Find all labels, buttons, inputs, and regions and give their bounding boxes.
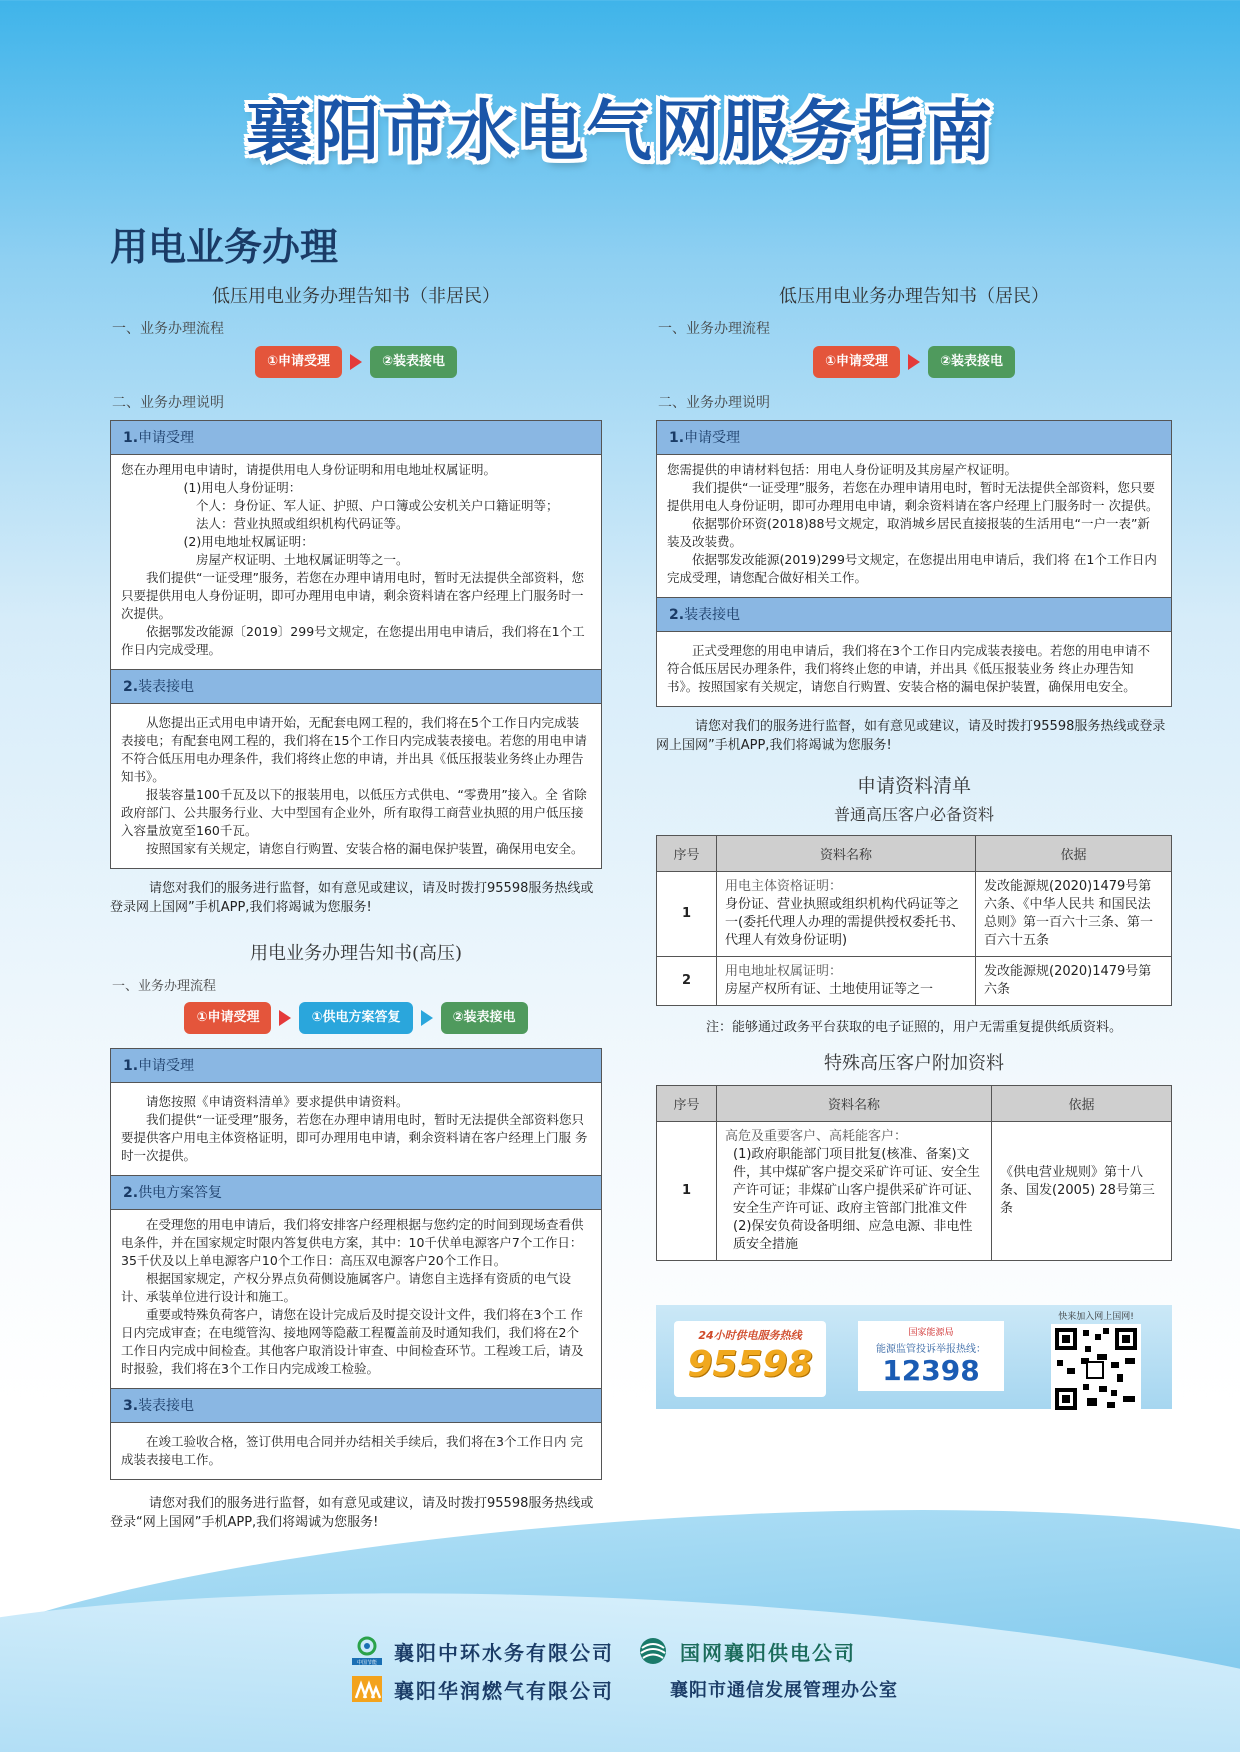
install-box: 2.装表接电 从您提出正式用电申请开始，无配套电网工程的，我们将在5个工作日内完成装表接电；有配套电网工程的，我们将在15个工作日内完成装表接电。若您的用电申请不符合低压用电办理条件，我们将终止您的申请，并出具《低压报装业务终止办理告知书》。 报装容量100千瓦及以下的报装用电，以低压方式供电、“零费用”接入。全 省除政府部门、公共服务行业、大中型国有企业外，所有取得工商营业执照的用户低压接入容量放宽至160千瓦。 按照国家有关规定，请您自行购置、安装合格的漏电保护装置，确保用电安全。 [110, 670, 602, 869]
qr-block [1046, 1309, 1146, 1414]
arrow-right-icon [279, 1010, 291, 1026]
res-install-box: 2.装表接电 正式受理您的用电申请后，我们将在3个工作日内完成装表接电。若您的用电申请不符合低压居民办理条件，我们将终止您的申请，并出具《低压报装业务 终止办理告知书》。按照国家有关规定，请您自行购置、安装合格的漏电保护装置，确保用电安全。 [656, 598, 1172, 707]
hotline-caption: 能源监管投诉举报热线： [876, 1344, 986, 1355]
step-apply: ①申请受理 [184, 1002, 271, 1034]
cecep-logo-icon [350, 1636, 384, 1666]
text-line: 法人：营业执照或组织机构代码证等。 [196, 516, 409, 531]
table-row [657, 1122, 1172, 1261]
doc-category: 用电地址权属证明： [725, 964, 843, 979]
hotline-number: 12398 [882, 1354, 980, 1387]
cr-gas-logo-icon [350, 1674, 384, 1704]
text-line: 按照国家有关规定，请您自行购置、安装合格的漏电保护装置，确保用电安全。 [146, 841, 584, 856]
box-title: 装表接电 [684, 607, 741, 623]
service-note: 请您对我们的服务进行监督，如有意见或建议，请及时拨打95598服务热线或登录网上国网”手机APP,我们将竭诚为您服务! [656, 719, 1166, 753]
hv-plan-box: 2.供电方案答复 在受理您的用电申请后，我们将安排客户经理根据与您约定的时间到现场查看供电条件，并在国家规定时限内答复供电方案，其中：10千伏单电源客户7个工作日：35千伏及以上单电源客户10个工作日：高压双电源客户20个工作日。 根据国家规定，产权分界点负荷侧设施属客户。请您自主选择有资质的电气设计、承装单位进行设计和施工。 重要或特殊负荷客户，请您在设计完成后及时提交设计文件，我们将在3个工 作日内完成审查；在电缆管沟、接地网等隐蔽工程覆盖前及时通知我们，我们将在2个工作日内完成中间检查。其他客户取消设计审查、中间检查环节。工程竣工后，请及时报验，我们将在3个工作日内完成竣工检验。 [110, 1176, 602, 1389]
text-line: (2)用电地址权属证明： [183, 534, 314, 549]
hv-install-box: 3.装表接电 在竣工验收合格，签订供用电合同并办结相关手续后，我们将在3个工作日内 完成装表接电工作。 [110, 1389, 602, 1480]
text-line: 在受理您的用电申请后，我们将安排客户经理根据与您约定的时间到现场查看供电条件，并在国家规定时限内答复供电方案，其中：10千伏单电源客户7个工作日：35千伏及以上单电源客户10个工作日：高压双电源客户20个工作日。 [121, 1217, 584, 1268]
text-line: 您需提供的申请材料包括：用电人身份证明及其房屋产权证明。 [667, 462, 1018, 477]
left-column [110, 282, 602, 1542]
doc-item: (1)政府职能部门项目批复(核准、备案)文件，其中煤矿客户提交采矿许可证、安全生产许可证；非煤矿山客户提供采矿许可证、安全生产许可证、政府主管部门批准文件 [733, 1147, 981, 1216]
table-header-row [657, 836, 1172, 872]
desc-heading: 二、业务办理说明 [658, 395, 770, 411]
text-line: 个人：身份证、军人证、护照、户口簿或公安机关户口籍证明等； [196, 498, 559, 513]
resident-notice-title: 低压用电业务办理告知书（居民） [779, 286, 1049, 307]
page-title: 襄阳市水电气网服务指南 [246, 93, 994, 170]
org-power: 国网襄阳供电公司 [680, 1640, 856, 1665]
list-subtitle: 普通高压客户必备资料 [833, 805, 994, 824]
process-flow [110, 1002, 602, 1034]
doc-category: 高危及重要客户、高耗能客户： [725, 1129, 908, 1144]
special-docs-table [656, 1085, 1172, 1261]
right-column [656, 282, 1172, 1409]
apply-box: 1.申请受理 您在办理用电申请时，请提供用电人身份证明和用电地址权属证明。 (1)用电人身份证明： 个人：身份证、军人证、护照、户口簿或公安机关户口籍证明等； 法人：营业执照或组织机构代码证等。 (2)用电地址权属证明： 房屋产权证明、土地权属证明等之一。 我们提供“一证受理”服务，若您在办理申请用电时，暂时无法提供全部资料，您只要提供用电人身份证明，即可办理用电申请，剩余资料请在客户经理上门服务时一次提供。 依据鄂发改能源〔2019〕299号文规定，在您提出用电申请后，我们将在1个工作日内完成受理。 [110, 420, 602, 670]
service-note: 请您对我们的服务进行监督，如有意见或建议，请及时拨打95598服务热线或登录“网上国网”手机APP,我们将竭诚为您服务! [110, 1496, 594, 1530]
desc-heading: 二、业务办理说明 [112, 395, 224, 411]
text-line: 依据鄂发改能源〔2019〕299号文规定，在您提出用电申请后，我们将在1个工作日内完成受理。 [121, 624, 585, 657]
flow-heading: 一、业务办理流程 [658, 321, 770, 337]
col-header: 资料名称 [717, 1086, 992, 1122]
qr-caption: 快来加入网上国网! [1058, 1312, 1134, 1322]
text-line: 依据鄂价环资(2018)88号文规定，取消城乡居民直接报装的生活用电“一户一表”新装及改装费。 [667, 516, 1150, 549]
service-note: 请您对我们的服务进行监督，如有意见或建议，请及时拨打95598服务热线或登录网上国网”手机APP,我们将竭诚为您服务! [110, 881, 594, 915]
step-plan-reply: ①供电方案答复 [299, 1002, 412, 1034]
text-line: 重要或特殊负荷客户，请您在设计完成后及时提交设计文件，我们将在3个工 作日内完成审查；在电缆管沟、接地网等隐蔽工程覆盖前及时通知我们，我们将在2个工作日内完成中间检查。其他客户取消设计审查、中间检查环节。工程竣工后，请及时报验，我们将在3个工作日内完成竣工检验。 [121, 1307, 584, 1376]
step-apply: ①申请受理 [255, 346, 342, 378]
hotline-org: 国家能源局 [908, 1328, 954, 1338]
step-install: ②装表接电 [441, 1002, 528, 1034]
org-gas: 襄阳华润燃气有限公司 [394, 1678, 614, 1703]
text-line: 请您按照《申请资料清单》要求提供申请资料。 [146, 1094, 409, 1109]
row-number: 2 [657, 957, 717, 1006]
box-title: 装表接电 [138, 1398, 195, 1414]
text-line: 我们提供“一证受理”服务，若您在办理申请用电时，暂时无法提供全部资料，您只要提供用电人身份证明，即可办理用电申请，剩余资料请在客户经理上门服务时一 次提供。 [667, 480, 1159, 513]
non-resident-notice-title: 低压用电业务办理告知书（非居民） [212, 286, 500, 307]
res-apply-box: 1.申请受理 您需提供的申请材料包括：用电人身份证明及其房屋产权证明。 我们提供“一证受理”服务，若您在办理申请用电时，暂时无法提供全部资料，您只要提供用电人身份证明，即可办理用电申请，剩余资料请在客户经理上门服务时一 次提供。 依据鄂价环资(2018)88号文规定，取消城乡居民直接报装的生活用电“一户一表”新装及改装费。 依据鄂发改能源(2019)299号文规定，在您提出用电申请后，我们将 在1个工作日内完成受理，请您配合做好相关工作。 [656, 420, 1172, 598]
qr-code-icon[interactable] [1051, 1324, 1141, 1414]
hotline-banner [656, 1305, 1172, 1409]
org-telecom: 襄阳市通信发展管理办公室 [670, 1680, 898, 1701]
hotline-number: 95598 [687, 1344, 813, 1385]
col-header: 序号 [657, 1086, 717, 1122]
footer-orgs [350, 1632, 970, 1708]
doc-name: 房屋产权所有证、土地使用证等之一 [725, 982, 934, 997]
footnote: 注：能够通过政务平台获取的电子证照的，用户无需重复提供纸质资料。 [705, 1020, 1122, 1035]
state-grid-logo-icon [636, 1636, 670, 1666]
box-title: 申请受理 [684, 430, 741, 446]
text-line: 在竣工验收合格，签订供用电合同并办结相关手续后，我们将在3个工作日内 完成装表接电工作。 [121, 1434, 583, 1467]
high-voltage-notice-title: 用电业务办理告知书(高压) [249, 943, 463, 964]
text-line: 根据国家规定，产权分界点负荷侧设施属客户。请您自主选择有资质的电气设计、承装单位进行设计和施工。 [121, 1271, 572, 1304]
col-header: 序号 [657, 836, 717, 872]
row-number: 1 [657, 1122, 717, 1261]
doc-name: 身份证、营业执照或组织机构代码证等之一(委托代理人办理的需提供授权委托书、代理人有效身份证明) [725, 897, 965, 948]
hotline-12398-card [858, 1321, 1004, 1391]
text-line: 我们提供“一证受理”服务，若您在办理申请用电时，暂时无法提供全部资料，您只要提供用电人身份证明，即可办理用电申请，剩余资料请在客户经理上门服务时一次提供。 [121, 570, 584, 621]
doc-category: 用电主体资格证明： [725, 879, 843, 894]
text-line: 房屋产权证明、土地权属证明等之一。 [196, 552, 409, 567]
doc-item: (2)保安负荷设备明细、应急电源、非电性质安全措施 [733, 1219, 973, 1252]
doc-basis: 发改能源规(2020)1479号第六条、《中华人民共 和国民法总则》第一百六十三条、第一百六十五条 [976, 872, 1172, 957]
box-title: 供电方案答复 [138, 1185, 223, 1201]
flow-heading: 一、业务办理流程 [112, 979, 217, 994]
flow-heading: 一、业务办理流程 [112, 321, 224, 337]
doc-basis: 《供电营业规则》第十八条、国发(2005) 28号第三条 [992, 1122, 1172, 1261]
hv-apply-box: 1.申请受理 请您按照《申请资料清单》要求提供申请资料。 我们提供“一证受理”服务，若您在办理申请用电时，暂时无法提供全部资料您只要提供客户用电主体资格证明，即可办理用电申请，剩余资料请在客户经理上门服 务时一次提供。 [110, 1048, 602, 1176]
required-docs-table [656, 835, 1172, 1006]
text-line: 我们提供“一证受理”服务，若您在办理申请用电时，暂时无法提供全部资料您只要提供客户用电主体资格证明，即可办理用电申请，剩余资料请在客户经理上门服 务时一次提供。 [121, 1112, 588, 1163]
step-install: ②装表接电 [928, 346, 1015, 378]
logo-text: 中国节能 [356, 1660, 378, 1666]
text-line: 报装容量100千瓦及以下的报装用电，以低压方式供电、“零费用”接入。全 省除政府部门、公共服务行业、大中型国有企业外，所有取得工商营业执照的用户低压接入容量放宽至160千瓦。 [121, 787, 587, 838]
process-flow [110, 346, 602, 378]
box-title: 装表接电 [138, 679, 195, 695]
row-number: 1 [657, 872, 717, 957]
box-title: 申请受理 [138, 430, 195, 446]
text-line: 正式受理您的用电申请后，我们将在3个工作日内完成装表接电。若您的用电申请不符合低压居民办理条件，我们将终止您的申请，并出具《低压报装业务 终止办理告知书》。按照国家有关规定，请您自行购置、安装合格的漏电保护装置，确保用电安全。 [667, 643, 1150, 694]
col-header: 依据 [976, 836, 1172, 872]
hotline-95598-card [674, 1321, 826, 1397]
arrow-right-icon [908, 354, 920, 370]
org-water: 襄阳中环水务有限公司 [394, 1640, 614, 1665]
table-header-row [657, 1086, 1172, 1122]
text-line: 从您提出正式用电申请开始，无配套电网工程的，我们将在5个工作日内完成装表接电；有配套电网工程的，我们将在15个工作日内完成装表接电。若您的用电申请不符合低压用电办理条件，我们将终止您的申请，并出具《低压报装业务终止办理告知书》。 [121, 715, 587, 784]
hotline-caption: 24小时供电服务热线 [698, 1329, 802, 1342]
list-title: 申请资料清单 [856, 775, 971, 797]
text-line: (1)用电人身份证明： [183, 480, 302, 495]
text-line: 您在办理用电申请时，请提供用电人身份证明和用电地址权属证明。 [121, 462, 497, 477]
text-line: 依据鄂发改能源(2019)299号文规定，在您提出用电申请后，我们将 在1个工作日内完成受理，请您配合做好相关工作。 [667, 552, 1157, 585]
box-title: 申请受理 [138, 1058, 195, 1074]
table-row [657, 957, 1172, 1006]
step-install: ②装表接电 [370, 346, 457, 378]
col-header: 资料名称 [717, 836, 976, 872]
step-apply: ①申请受理 [813, 346, 900, 378]
arrow-right-icon [350, 354, 362, 370]
process-flow [656, 346, 1172, 378]
doc-basis: 发改能源规(2020)1479号第六条 [976, 957, 1172, 1006]
col-header: 依据 [992, 1086, 1172, 1122]
table-row [657, 872, 1172, 957]
arrow-right-icon [421, 1010, 433, 1026]
section-title: 用电业务办理 [110, 225, 339, 269]
special-list-title: 特殊高压客户附加资料 [824, 1053, 1004, 1074]
